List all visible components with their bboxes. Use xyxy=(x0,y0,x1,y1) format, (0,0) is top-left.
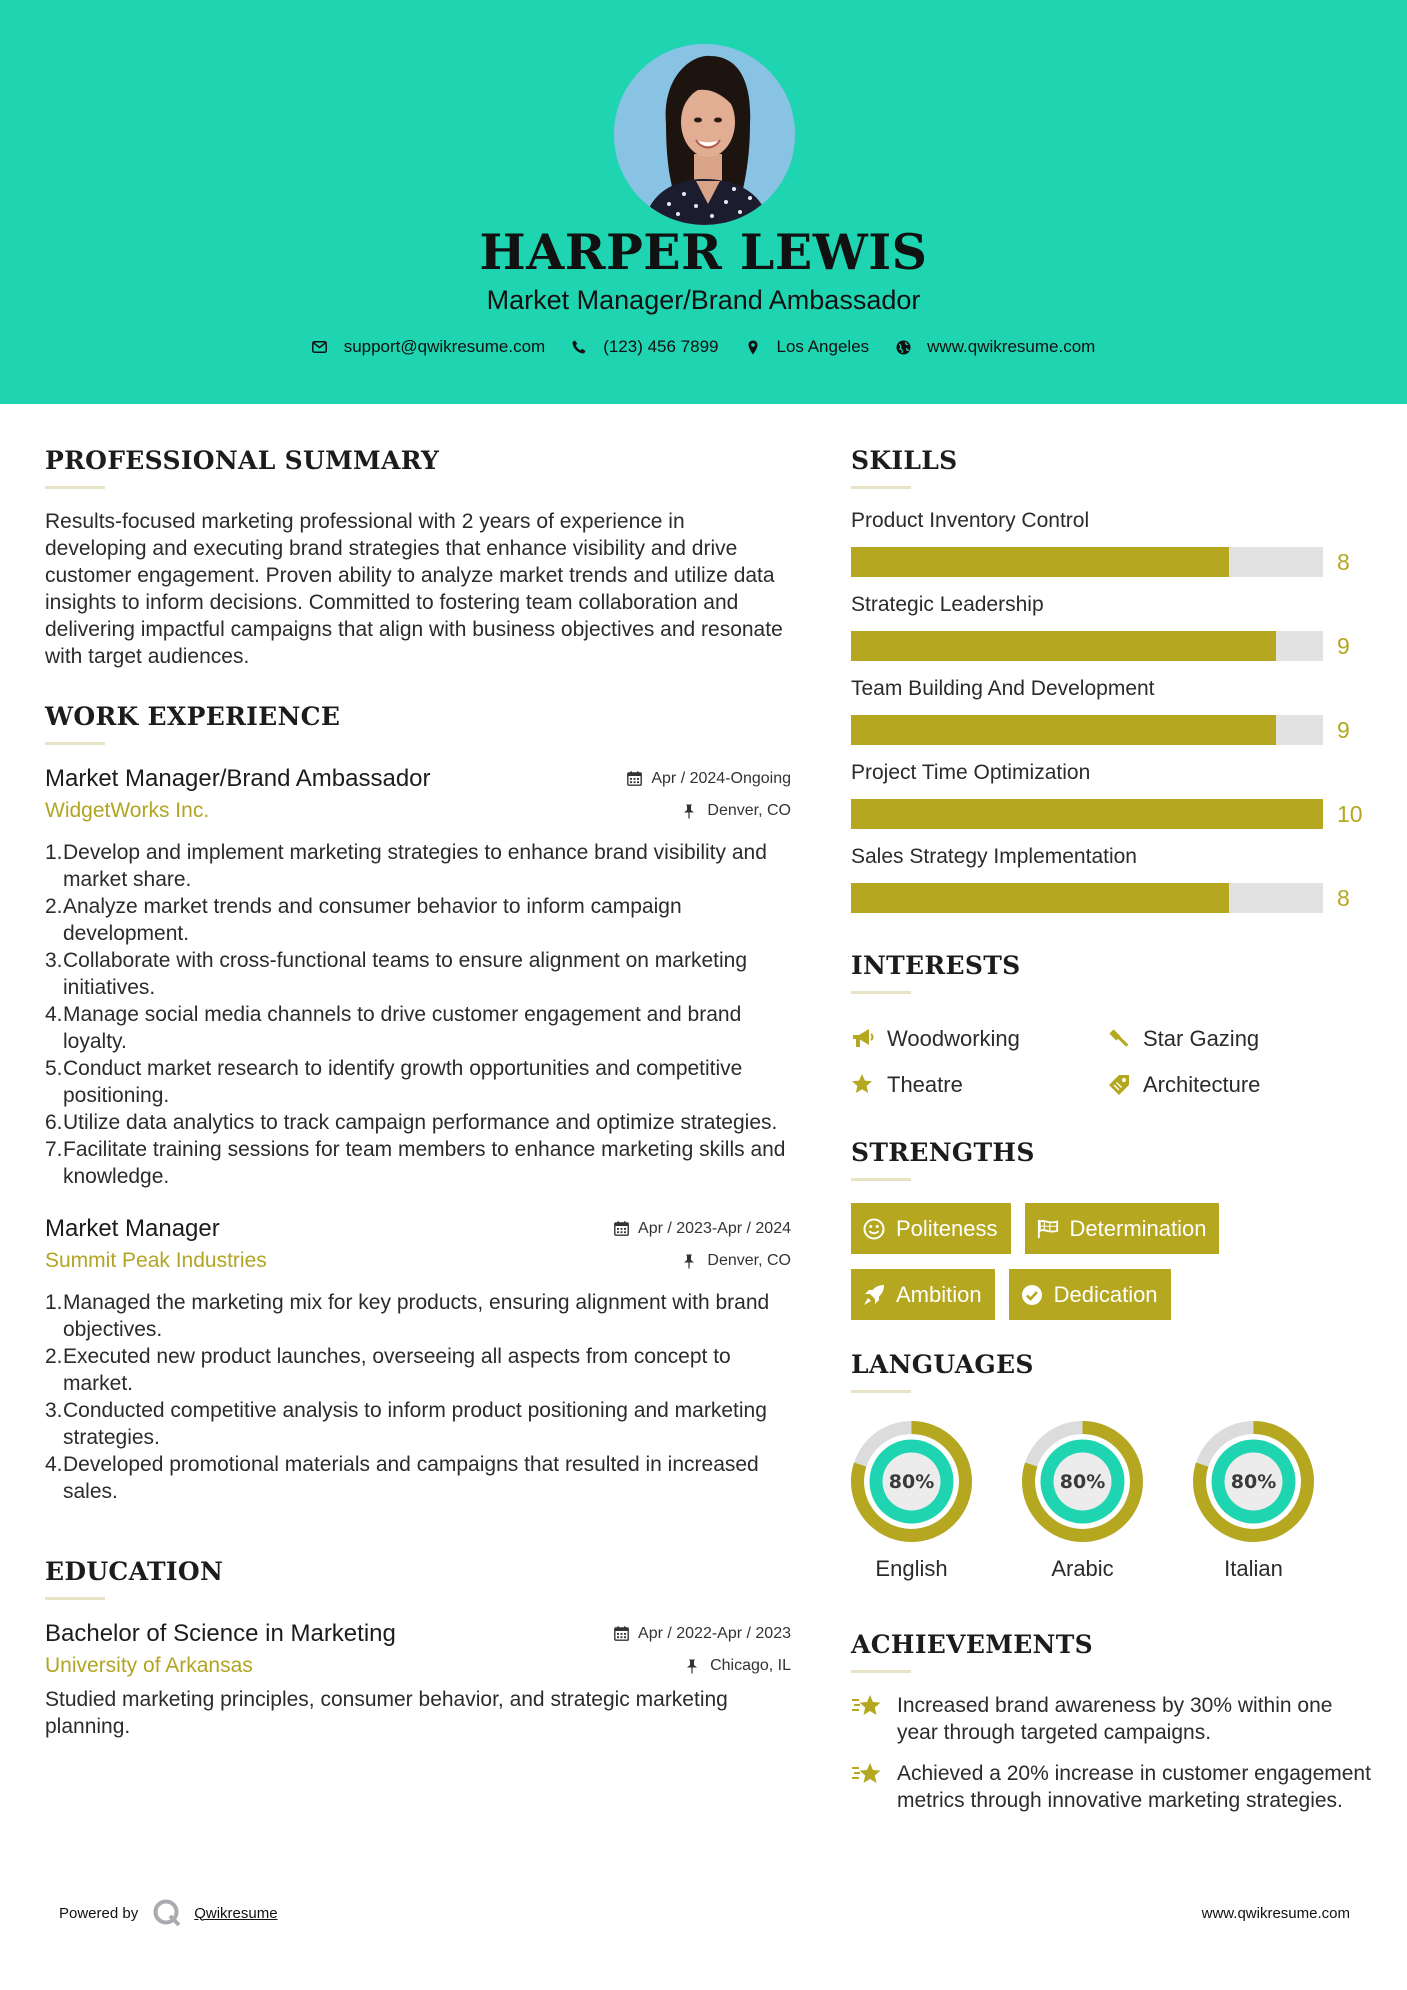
trophy-star-icon xyxy=(851,1759,885,1789)
achievement-text: Increased brand awareness by 30% within one year through targeted campaigns. xyxy=(897,1694,1333,1744)
section-title-summary: PROFESSIONAL SUMMARY xyxy=(45,446,440,475)
contact-location-text: Los Angeles xyxy=(776,337,870,356)
interest-label: Theatre xyxy=(887,1072,963,1097)
section-title-skills: SKILLS xyxy=(851,446,958,475)
list-item: 1. Managed the marketing mix for key products, ensuring alignment with brand objectives. xyxy=(45,1291,770,1341)
section-divider xyxy=(851,1670,911,1673)
list-item: 1. Develop and implement marketing strategies to enhance brand visibility and market share. xyxy=(45,841,767,891)
achievements-list xyxy=(851,1692,1371,1814)
star-icon xyxy=(851,1073,875,1097)
pushpin-icon xyxy=(686,1659,701,1674)
list-item: 3. Conducted competitive analysis to inform product positioning and marketing strategies. xyxy=(45,1399,767,1449)
contact-website-text: www.qwikresume.com xyxy=(927,337,1096,356)
skill-fill xyxy=(851,631,1276,661)
job-location-text: Denver, CO xyxy=(707,1252,791,1269)
language-name: Arabic xyxy=(1051,1556,1114,1581)
skill-item xyxy=(851,593,1371,661)
pushpin-icon xyxy=(683,1254,698,1269)
job-header xyxy=(45,1215,791,1243)
strength-label: Dedication xyxy=(1053,1281,1158,1307)
candidate-role: Market Manager/Brand Ambassador xyxy=(486,285,921,315)
contact-phone[interactable] xyxy=(571,337,718,357)
contact-bar xyxy=(0,337,1407,357)
powered-by-label: Powered by xyxy=(59,1904,139,1922)
skill-item xyxy=(851,761,1371,829)
globe-icon xyxy=(895,339,911,355)
contact-website[interactable] xyxy=(895,337,1095,357)
section-divider xyxy=(45,742,105,745)
job-location-text: Denver, CO xyxy=(707,802,791,819)
skill-fill xyxy=(851,715,1276,745)
calendar-icon xyxy=(627,771,642,786)
phone-icon xyxy=(571,339,587,355)
check-circle-icon xyxy=(1021,1284,1043,1306)
job-title: Market Manager xyxy=(45,1215,220,1242)
list-item: 3. Collaborate with cross-functional teams to ensure alignment on marketing initiatives. xyxy=(45,949,748,999)
list-item: 6. Utilize data analytics to track campaign performance and optimize strategies. xyxy=(45,1111,778,1134)
section-title-interests: INTERESTS xyxy=(851,951,1021,980)
language-item xyxy=(1022,1421,1193,1582)
skill-fill xyxy=(851,883,1229,913)
strength-badge xyxy=(851,1269,995,1320)
skill-track xyxy=(851,547,1323,577)
list-item: 7. Facilitate training sessions for team members to enhance marketing skills and knowledge. xyxy=(45,1138,786,1188)
language-ring xyxy=(851,1421,972,1542)
skill-track xyxy=(851,631,1323,661)
calendar-icon xyxy=(614,1221,629,1236)
map-pin-icon xyxy=(745,339,761,355)
strength-badge xyxy=(851,1203,1011,1254)
company-name: WidgetWorks Inc. xyxy=(45,799,210,822)
resume-header xyxy=(0,0,1407,404)
smile-icon xyxy=(863,1218,885,1240)
rocket-icon xyxy=(863,1284,885,1306)
job-subheader xyxy=(45,799,791,823)
pushpin-icon xyxy=(683,804,698,819)
list-item: 4. Developed promotional materials and campaigns that resulted in increased sales. xyxy=(45,1453,759,1503)
skill-fill xyxy=(851,547,1229,577)
company-name: Summit Peak Industries xyxy=(45,1249,267,1272)
qwikresume-logo xyxy=(152,1898,182,1928)
skill-value: 10 xyxy=(1337,801,1363,827)
section-divider xyxy=(45,1597,105,1600)
job-dates xyxy=(627,770,791,788)
section-title-education: EDUCATION xyxy=(45,1557,224,1586)
contact-location xyxy=(745,337,870,357)
megaphone-icon xyxy=(851,1027,875,1051)
interests-list xyxy=(851,1026,1371,1098)
candidate-name: HARPER LEWIS xyxy=(479,223,928,281)
gavel-icon xyxy=(1107,1027,1131,1051)
skill-value: 8 xyxy=(1337,549,1350,575)
job-entry xyxy=(45,765,791,1190)
profile-photo xyxy=(614,44,795,225)
tag-icon xyxy=(1107,1073,1131,1097)
interest-label: Woodworking xyxy=(887,1026,1020,1051)
skill-item xyxy=(851,677,1371,745)
qwikresume-link[interactable]: Qwikresume xyxy=(194,1904,278,1922)
job-location xyxy=(683,1252,791,1270)
degree-title: Bachelor of Science in Marketing xyxy=(45,1620,396,1647)
skill-label: Product Inventory Control xyxy=(851,509,1090,532)
contact-email[interactable] xyxy=(312,337,546,357)
language-ring xyxy=(1193,1421,1314,1542)
job-entry xyxy=(45,1215,791,1505)
trophy-star-icon xyxy=(851,1691,885,1721)
language-item xyxy=(851,1421,1022,1582)
list-item: 5. Conduct market research to identify growth opportunities and competitive positioning. xyxy=(45,1057,743,1107)
duty-list xyxy=(45,839,791,1190)
education-location xyxy=(686,1657,791,1675)
section-title-languages: LANGUAGES xyxy=(851,1350,1034,1379)
strength-label: Ambition xyxy=(896,1281,982,1307)
skill-track xyxy=(851,883,1323,913)
education-subheader xyxy=(45,1654,791,1678)
education-location-text: Chicago, IL xyxy=(710,1657,791,1674)
achievement-item xyxy=(851,1760,1371,1814)
contact-email-text: support@qwikresume.com xyxy=(343,337,546,356)
job-header xyxy=(45,765,791,793)
footer-url[interactable]: www.qwikresume.com xyxy=(1201,1905,1350,1922)
interest-item xyxy=(1107,1072,1347,1098)
education-description: Studied marketing principles, consumer behavior, and strategic marketing planning. xyxy=(45,1688,728,1738)
section-title-strengths: STRENGTHS xyxy=(851,1138,1035,1167)
languages-list xyxy=(851,1421,1371,1582)
strengths-list xyxy=(851,1203,1311,1320)
left-column xyxy=(45,446,791,1740)
job-dates-text: Apr / 2023-Apr / 2024 xyxy=(638,1219,791,1237)
summary-text: Results-focused marketing professional with 2 years of experience in developing and executing brand strategies that enhance visibility and drive customer engagement. Proven ability to analyze market trends and utilize data insights to inform decisions. Committed to fostering team collaboration and delivering impactful campaigns that align with business objectives and resonate with target audiences. xyxy=(45,510,783,668)
language-percent: 80% xyxy=(888,1471,935,1493)
skill-bar xyxy=(851,547,1371,577)
achievement-item xyxy=(851,1692,1371,1746)
section-divider xyxy=(851,1390,911,1393)
strength-label: Politeness xyxy=(896,1215,998,1241)
skill-label: Strategic Leadership xyxy=(851,593,1044,616)
job-title: Market Manager/Brand Ambassador xyxy=(45,765,431,792)
skill-label: Team Building And Development xyxy=(851,677,1155,700)
flag-icon xyxy=(1037,1218,1059,1240)
education-header xyxy=(45,1620,791,1648)
interest-item xyxy=(851,1072,1107,1098)
language-name: Italian xyxy=(1224,1556,1283,1581)
skill-bar xyxy=(851,883,1371,913)
skill-bar xyxy=(851,631,1371,661)
section-title-experience: WORK EXPERIENCE xyxy=(45,702,341,731)
skill-bar xyxy=(851,715,1371,745)
education-entry xyxy=(45,1620,791,1740)
interest-item xyxy=(1107,1026,1347,1052)
section-divider xyxy=(851,991,911,994)
list-item: 4. Manage social media channels to drive customer engagement and brand loyalty. xyxy=(45,1003,742,1053)
strength-label: Determination xyxy=(1069,1215,1207,1241)
achievement-text: Achieved a 20% increase in customer engagement metrics through innovative marketing strategies. xyxy=(897,1762,1371,1812)
language-item xyxy=(1193,1421,1364,1582)
section-divider xyxy=(851,486,911,489)
skill-item xyxy=(851,845,1371,913)
skill-label: Project Time Optimization xyxy=(851,761,1091,784)
education-dates xyxy=(614,1625,791,1643)
skill-track xyxy=(851,799,1323,829)
skill-bar xyxy=(851,799,1371,829)
contact-phone-text: (123) 456 7899 xyxy=(603,337,719,356)
language-percent: 80% xyxy=(1059,1471,1106,1493)
education-dates-text: Apr / 2022-Apr / 2023 xyxy=(638,1624,791,1642)
interest-label: Architecture xyxy=(1143,1072,1261,1097)
skill-label: Sales Strategy Implementation xyxy=(851,845,1137,868)
job-dates-text: Apr / 2024-Ongoing xyxy=(651,769,791,787)
duty-list xyxy=(45,1289,791,1505)
skill-value: 9 xyxy=(1337,717,1350,743)
skill-fill xyxy=(851,799,1323,829)
section-divider xyxy=(851,1178,911,1181)
section-divider xyxy=(45,486,105,489)
section-title-achievements: ACHIEVEMENTS xyxy=(851,1630,1093,1659)
language-ring xyxy=(1022,1421,1143,1542)
avatar-illustration xyxy=(614,44,795,225)
interest-label: Star Gazing xyxy=(1143,1026,1260,1051)
skill-value: 9 xyxy=(1337,633,1350,659)
skill-item xyxy=(851,509,1371,577)
skill-track xyxy=(851,715,1323,745)
school-name: University of Arkansas xyxy=(45,1654,253,1677)
list-item: 2. Executed new product launches, overseeing all aspects from concept to market. xyxy=(45,1345,731,1395)
envelope-icon xyxy=(312,339,328,355)
calendar-icon xyxy=(614,1626,629,1641)
skill-value: 8 xyxy=(1337,885,1350,911)
strength-badge xyxy=(1025,1203,1220,1254)
language-name: English xyxy=(875,1556,948,1581)
interest-item xyxy=(851,1026,1107,1052)
job-location xyxy=(683,802,791,820)
job-dates xyxy=(614,1220,791,1238)
footer-powered-by xyxy=(59,1898,278,1928)
skills-list xyxy=(851,509,1371,913)
language-percent: 80% xyxy=(1230,1471,1277,1493)
strength-badge xyxy=(1009,1269,1171,1320)
right-column xyxy=(851,446,1371,1814)
job-subheader xyxy=(45,1249,791,1273)
list-item: 2. Analyze market trends and consumer behavior to inform campaign development. xyxy=(45,895,682,945)
